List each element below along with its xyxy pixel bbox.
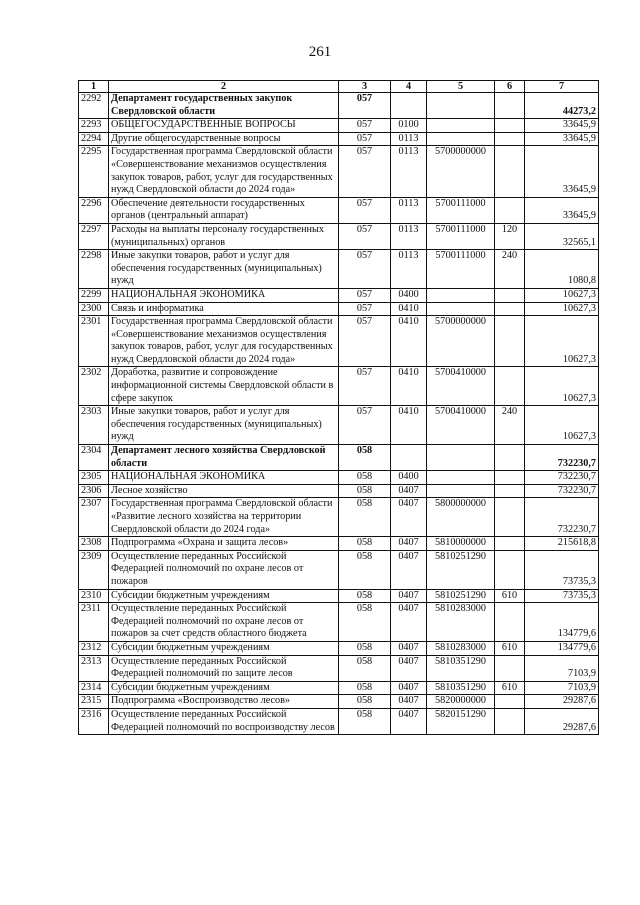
row-admin-code: 058 <box>339 695 391 709</box>
col-header-6: 6 <box>495 81 525 93</box>
row-name: Субсидии бюджетным учреждениям <box>109 589 339 603</box>
row-section-code <box>391 445 427 471</box>
row-admin-code: 057 <box>339 93 391 119</box>
row-name: ОБЩЕГОСУДАРСТВЕННЫЕ ВОПРОСЫ <box>109 119 339 133</box>
row-admin-code: 058 <box>339 655 391 681</box>
row-number: 2314 <box>79 681 109 695</box>
row-name: Связь и информатика <box>109 302 339 316</box>
row-admin-code: 058 <box>339 537 391 551</box>
table-row <box>79 550 599 589</box>
row-target-code: 5700000000 <box>427 146 495 197</box>
table-row <box>79 288 599 302</box>
row-section-code: 0113 <box>391 223 427 249</box>
row-amount: 73735,3 <box>525 589 599 603</box>
row-admin-code: 058 <box>339 471 391 485</box>
row-admin-code: 057 <box>339 316 391 367</box>
row-type-code <box>495 367 525 406</box>
row-amount: 44273,2 <box>525 93 599 119</box>
row-admin-code: 057 <box>339 132 391 146</box>
col-header-2: 2 <box>109 81 339 93</box>
row-amount: 10627,3 <box>525 288 599 302</box>
row-target-code: 5820000000 <box>427 695 495 709</box>
row-admin-code: 057 <box>339 197 391 223</box>
table-row <box>79 223 599 249</box>
row-target-code: 5810283000 <box>427 603 495 642</box>
row-number: 2315 <box>79 695 109 709</box>
row-admin-code: 058 <box>339 445 391 471</box>
row-admin-code: 057 <box>339 119 391 133</box>
row-amount: 32565,1 <box>525 223 599 249</box>
row-number: 2304 <box>79 445 109 471</box>
row-amount: 732230,7 <box>525 445 599 471</box>
row-admin-code: 057 <box>339 250 391 289</box>
row-name: Осуществление переданных Российской Федерацией полномочий по защите лесов <box>109 655 339 681</box>
row-name: Департамент государственных закупок Свердловской области <box>109 93 339 119</box>
table-row <box>79 316 599 367</box>
row-target-code <box>427 302 495 316</box>
row-section-code: 0407 <box>391 550 427 589</box>
row-type-code: 240 <box>495 250 525 289</box>
row-admin-code: 057 <box>339 367 391 406</box>
row-section-code: 0407 <box>391 589 427 603</box>
col-header-5: 5 <box>427 81 495 93</box>
row-amount: 215618,8 <box>525 537 599 551</box>
table-row <box>79 445 599 471</box>
row-amount: 73735,3 <box>525 550 599 589</box>
row-amount: 33645,9 <box>525 197 599 223</box>
row-name: Департамент лесного хозяйства Свердловской области <box>109 445 339 471</box>
table-row <box>79 250 599 289</box>
table-row <box>79 484 599 498</box>
row-admin-code: 058 <box>339 550 391 589</box>
row-amount: 134779,6 <box>525 641 599 655</box>
row-section-code: 0400 <box>391 471 427 485</box>
row-type-code <box>495 119 525 133</box>
row-type-code <box>495 445 525 471</box>
table-row <box>79 197 599 223</box>
table-body <box>79 93 599 735</box>
row-target-code: 5810251290 <box>427 550 495 589</box>
row-number: 2299 <box>79 288 109 302</box>
table-row <box>79 589 599 603</box>
row-number: 2311 <box>79 603 109 642</box>
row-name: НАЦИОНАЛЬНАЯ ЭКОНОМИКА <box>109 471 339 485</box>
table-row <box>79 498 599 537</box>
row-target-code <box>427 445 495 471</box>
row-section-code: 0407 <box>391 655 427 681</box>
row-name: Государственная программа Свердловской области «Совершенствование механизмов осуществления закупок товаров, работ, услуг для государственных нужд Свердловской области до 2024 года» <box>109 316 339 367</box>
row-amount: 7103,9 <box>525 681 599 695</box>
row-number: 2308 <box>79 537 109 551</box>
row-type-code <box>495 537 525 551</box>
table-row <box>79 537 599 551</box>
col-header-1: 1 <box>79 81 109 93</box>
row-name: Подпрограмма «Воспроизводство лесов» <box>109 695 339 709</box>
row-admin-code: 058 <box>339 589 391 603</box>
row-section-code: 0407 <box>391 603 427 642</box>
row-target-code: 5700111000 <box>427 250 495 289</box>
row-number: 2295 <box>79 146 109 197</box>
row-admin-code: 057 <box>339 406 391 445</box>
row-target-code: 5700410000 <box>427 406 495 445</box>
row-section-code: 0410 <box>391 367 427 406</box>
row-type-code <box>495 550 525 589</box>
table-row <box>79 406 599 445</box>
table-row <box>79 471 599 485</box>
row-target-code <box>427 484 495 498</box>
row-name: Другие общегосударственные вопросы <box>109 132 339 146</box>
row-number: 2294 <box>79 132 109 146</box>
row-target-code <box>427 471 495 485</box>
row-type-code <box>495 603 525 642</box>
row-name: Иные закупки товаров, работ и услуг для обеспечения государственных (муниципальных) нужд <box>109 406 339 445</box>
row-amount: 29287,6 <box>525 695 599 709</box>
row-section-code: 0407 <box>391 708 427 734</box>
row-section-code: 0407 <box>391 484 427 498</box>
row-admin-code: 058 <box>339 708 391 734</box>
row-type-code <box>495 288 525 302</box>
table-row <box>79 695 599 709</box>
row-name: НАЦИОНАЛЬНАЯ ЭКОНОМИКА <box>109 288 339 302</box>
row-target-code: 5800000000 <box>427 498 495 537</box>
row-amount: 732230,7 <box>525 471 599 485</box>
row-section-code: 0113 <box>391 250 427 289</box>
row-type-code <box>495 484 525 498</box>
col-header-4: 4 <box>391 81 427 93</box>
row-name: Субсидии бюджетным учреждениям <box>109 681 339 695</box>
row-target-code <box>427 132 495 146</box>
table-row <box>79 603 599 642</box>
table-row <box>79 119 599 133</box>
row-admin-code: 057 <box>339 302 391 316</box>
row-section-code <box>391 93 427 119</box>
table-row <box>79 681 599 695</box>
row-amount: 33645,9 <box>525 132 599 146</box>
row-number: 2309 <box>79 550 109 589</box>
row-number: 2292 <box>79 93 109 119</box>
row-admin-code: 058 <box>339 484 391 498</box>
row-target-code: 5820151290 <box>427 708 495 734</box>
row-type-code <box>495 695 525 709</box>
row-amount: 29287,6 <box>525 708 599 734</box>
row-number: 2300 <box>79 302 109 316</box>
row-number: 2302 <box>79 367 109 406</box>
row-number: 2303 <box>79 406 109 445</box>
row-name: Подпрограмма «Охрана и защита лесов» <box>109 537 339 551</box>
table-row <box>79 132 599 146</box>
row-section-code: 0100 <box>391 119 427 133</box>
row-type-code: 610 <box>495 681 525 695</box>
table-row <box>79 367 599 406</box>
row-number: 2307 <box>79 498 109 537</box>
row-name: Субсидии бюджетным учреждениям <box>109 641 339 655</box>
row-target-code: 5700111000 <box>427 197 495 223</box>
row-type-code <box>495 132 525 146</box>
row-section-code: 0407 <box>391 695 427 709</box>
row-name: Доработка, развитие и сопровождение информационной системы Свердловской области в сфере закупок <box>109 367 339 406</box>
row-admin-code: 058 <box>339 603 391 642</box>
table-row <box>79 641 599 655</box>
row-number: 2316 <box>79 708 109 734</box>
row-admin-code: 058 <box>339 641 391 655</box>
row-name: Лесное хозяйство <box>109 484 339 498</box>
row-name: Иные закупки товаров, работ и услуг для обеспечения государственных (муниципальных) нужд <box>109 250 339 289</box>
row-target-code <box>427 93 495 119</box>
row-target-code: 5810351290 <box>427 655 495 681</box>
table-row <box>79 655 599 681</box>
row-name: Осуществление переданных Российской Федерацией полномочий по воспроизводству лесов <box>109 708 339 734</box>
row-type-code <box>495 302 525 316</box>
row-type-code <box>495 471 525 485</box>
row-admin-code: 057 <box>339 288 391 302</box>
row-number: 2310 <box>79 589 109 603</box>
row-name: Обеспечение деятельности государственных органов (центральный аппарат) <box>109 197 339 223</box>
row-number: 2296 <box>79 197 109 223</box>
row-number: 2293 <box>79 119 109 133</box>
row-number: 2313 <box>79 655 109 681</box>
row-section-code: 0410 <box>391 302 427 316</box>
row-type-code: 610 <box>495 641 525 655</box>
row-type-code <box>495 93 525 119</box>
table-row <box>79 302 599 316</box>
table-row <box>79 93 599 119</box>
row-section-code: 0400 <box>391 288 427 302</box>
row-section-code: 0113 <box>391 197 427 223</box>
row-type-code: 120 <box>495 223 525 249</box>
row-amount: 10627,3 <box>525 406 599 445</box>
row-amount: 732230,7 <box>525 498 599 537</box>
col-header-3: 3 <box>339 81 391 93</box>
header-row <box>79 81 599 93</box>
row-section-code: 0113 <box>391 146 427 197</box>
row-name: Осуществление переданных Российской Федерацией полномочий по охране лесов от пожаров <box>109 550 339 589</box>
row-target-code: 5700111000 <box>427 223 495 249</box>
table-row <box>79 146 599 197</box>
row-number: 2305 <box>79 471 109 485</box>
row-type-code <box>495 197 525 223</box>
row-amount: 33645,9 <box>525 119 599 133</box>
row-type-code: 610 <box>495 589 525 603</box>
row-type-code <box>495 655 525 681</box>
row-section-code: 0407 <box>391 498 427 537</box>
row-target-code: 5810283000 <box>427 641 495 655</box>
row-amount: 10627,3 <box>525 367 599 406</box>
row-admin-code: 058 <box>339 498 391 537</box>
row-amount: 7103,9 <box>525 655 599 681</box>
row-type-code <box>495 316 525 367</box>
row-amount: 732230,7 <box>525 484 599 498</box>
row-target-code <box>427 119 495 133</box>
row-target-code <box>427 288 495 302</box>
row-target-code: 5700000000 <box>427 316 495 367</box>
row-section-code: 0113 <box>391 132 427 146</box>
row-number: 2297 <box>79 223 109 249</box>
row-type-code: 240 <box>495 406 525 445</box>
row-admin-code: 057 <box>339 223 391 249</box>
row-admin-code: 057 <box>339 146 391 197</box>
row-target-code: 5810000000 <box>427 537 495 551</box>
row-type-code <box>495 498 525 537</box>
row-target-code: 5810351290 <box>427 681 495 695</box>
row-section-code: 0407 <box>391 641 427 655</box>
row-admin-code: 058 <box>339 681 391 695</box>
row-number: 2298 <box>79 250 109 289</box>
row-number: 2306 <box>79 484 109 498</box>
row-section-code: 0410 <box>391 406 427 445</box>
row-amount: 33645,9 <box>525 146 599 197</box>
col-header-7: 7 <box>525 81 599 93</box>
row-number: 2312 <box>79 641 109 655</box>
row-amount: 1080,8 <box>525 250 599 289</box>
row-name: Расходы на выплаты персоналу государственных (муниципальных) органов <box>109 223 339 249</box>
row-section-code: 0410 <box>391 316 427 367</box>
row-target-code: 5810251290 <box>427 589 495 603</box>
row-amount: 134779,6 <box>525 603 599 642</box>
row-type-code <box>495 708 525 734</box>
row-section-code: 0407 <box>391 681 427 695</box>
row-name: Государственная программа Свердловской области «Развитие лесного хозяйства на территории Свердловской области до 2024 года» <box>109 498 339 537</box>
row-number: 2301 <box>79 316 109 367</box>
table-row <box>79 708 599 734</box>
row-amount: 10627,3 <box>525 316 599 367</box>
row-amount: 10627,3 <box>525 302 599 316</box>
row-target-code: 5700410000 <box>427 367 495 406</box>
page-number: 261 <box>308 44 332 60</box>
budget-table <box>78 80 599 735</box>
row-name: Осуществление переданных Российской Федерацией полномочий по охране лесов от пожаров за счет средств областного бюджета <box>109 603 339 642</box>
row-type-code <box>495 146 525 197</box>
row-name: Государственная программа Свердловской области «Совершенствование механизмов осуществления закупок товаров, работ, услуг для государственных нужд Свердловской области до 2024 года» <box>109 146 339 197</box>
row-section-code: 0407 <box>391 537 427 551</box>
